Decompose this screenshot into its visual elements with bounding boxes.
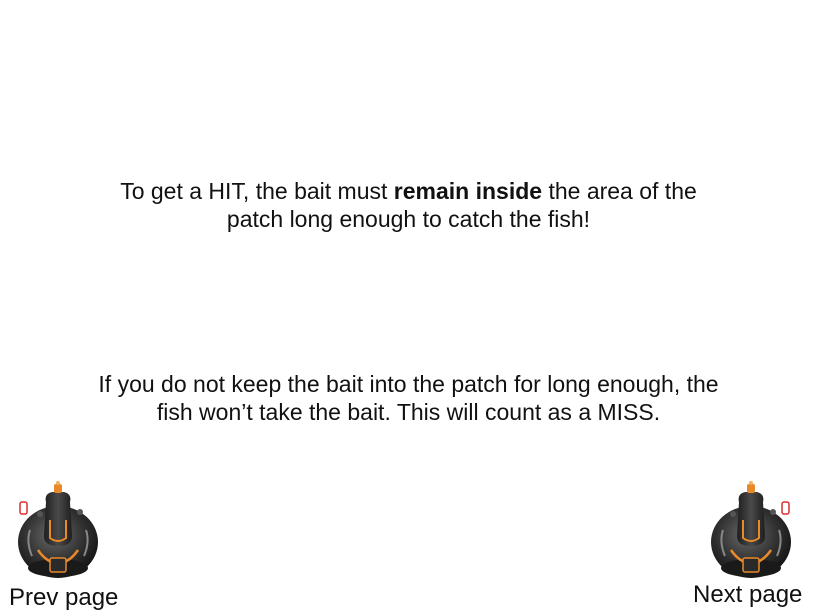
next-page-button[interactable] xyxy=(688,480,810,612)
joystick-icon[interactable] xyxy=(16,480,100,580)
prev-page-button[interactable] xyxy=(6,480,126,612)
instruction-hit-text-after: the area of the xyxy=(542,178,697,204)
instruction-hit-line2: patch long enough to catch the fish! xyxy=(226,206,591,232)
prev-page-label: Prev page xyxy=(9,584,119,611)
joystick-icon[interactable] xyxy=(709,480,793,580)
instruction-hit-emphasis: remain inside xyxy=(393,178,543,204)
next-page-label: Next page xyxy=(693,581,803,608)
instruction-miss xyxy=(0,370,817,426)
instruction-miss-line2: fish won’t take the bait. This will count as a MISS. xyxy=(156,399,661,425)
instruction-hit xyxy=(0,177,817,233)
instruction-miss-line1: If you do not keep the bait into the patch for long enough, the xyxy=(98,371,719,397)
instruction-hit-text-before: To get a HIT, the bait must xyxy=(120,178,394,204)
